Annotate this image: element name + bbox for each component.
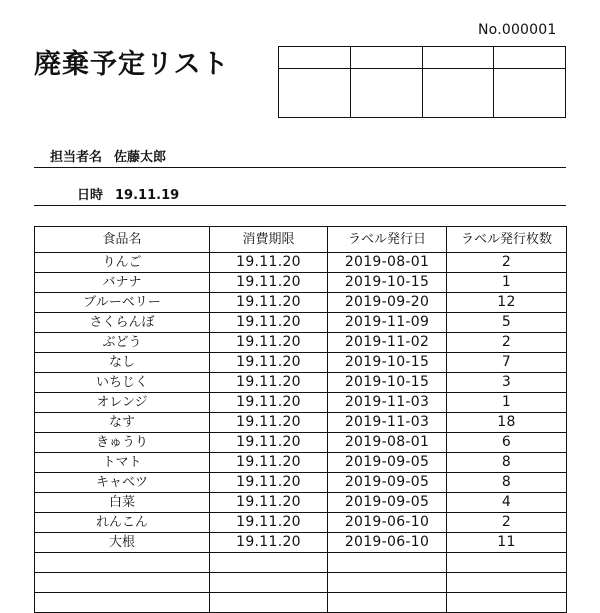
table-row xyxy=(35,313,567,333)
table-row xyxy=(35,393,567,413)
table-row-empty xyxy=(35,573,567,593)
document-number: No.000001 xyxy=(478,22,557,38)
cell-label-count: 2 xyxy=(447,513,567,533)
cell-food-name: キャベツ xyxy=(35,473,210,493)
disposal-list-table xyxy=(34,226,567,613)
cell-food-name: さくらんぼ xyxy=(35,313,210,333)
cell-label-issue-date: 2019-08-01 xyxy=(328,433,447,453)
table-row xyxy=(35,373,567,393)
empty-cell xyxy=(447,573,567,593)
empty-cell xyxy=(210,553,328,573)
cell-label-issue-date: 2019-11-09 xyxy=(328,313,447,333)
cell-label-count: 18 xyxy=(447,413,567,433)
table-row xyxy=(35,433,567,453)
cell-label-count: 5 xyxy=(447,313,567,333)
divider xyxy=(34,205,566,206)
column-header-expiry-date: 消費期限 xyxy=(210,227,328,253)
table-row xyxy=(35,413,567,433)
cell-food-name: ぶどう xyxy=(35,333,210,353)
table-body xyxy=(35,253,567,613)
cell-label-count: 11 xyxy=(447,533,567,553)
cell-expiry-date: 19.11.20 xyxy=(210,313,328,333)
cell-expiry-date: 19.11.20 xyxy=(210,473,328,493)
column-header-food-name: 食品名 xyxy=(35,227,210,253)
cell-label-issue-date: 2019-08-01 xyxy=(328,253,447,273)
cell-food-name: 大根 xyxy=(35,533,210,553)
cell-food-name: いちじく xyxy=(35,373,210,393)
table-header-row xyxy=(35,227,567,253)
cell-label-count: 3 xyxy=(447,373,567,393)
table-row xyxy=(35,533,567,553)
cell-label-issue-date: 2019-09-05 xyxy=(328,473,447,493)
cell-label-count: 8 xyxy=(447,453,567,473)
cell-label-count: 7 xyxy=(447,353,567,373)
cell-label-count: 6 xyxy=(447,433,567,453)
table-row xyxy=(35,353,567,373)
cell-label-issue-date: 2019-06-10 xyxy=(328,533,447,553)
cell-label-issue-date: 2019-11-02 xyxy=(328,333,447,353)
cell-label-issue-date: 2019-09-20 xyxy=(328,293,447,313)
cell-label-count: 2 xyxy=(447,333,567,353)
empty-cell xyxy=(210,573,328,593)
table-row-empty xyxy=(35,593,567,613)
approval-stamp-boxes xyxy=(278,46,566,118)
cell-label-issue-date: 2019-09-05 xyxy=(328,453,447,473)
empty-cell xyxy=(328,553,447,573)
date-value: 19.11.19 xyxy=(115,188,180,203)
cell-expiry-date: 19.11.20 xyxy=(210,353,328,373)
table-row xyxy=(35,453,567,473)
cell-food-name: りんご xyxy=(35,253,210,273)
stamp-box xyxy=(423,47,495,117)
cell-food-name: なし xyxy=(35,353,210,373)
page-title: 廃棄予定リスト xyxy=(34,49,230,80)
cell-expiry-date: 19.11.20 xyxy=(210,453,328,473)
cell-label-count: 8 xyxy=(447,473,567,493)
person-in-charge-field xyxy=(50,146,166,165)
empty-cell xyxy=(328,593,447,613)
empty-cell xyxy=(447,593,567,613)
table-row xyxy=(35,493,567,513)
column-header-label-issue-date: ラベル発行日 xyxy=(328,227,447,253)
cell-label-count: 12 xyxy=(447,293,567,313)
date-label: 日時 xyxy=(77,188,104,203)
cell-expiry-date: 19.11.20 xyxy=(210,493,328,513)
cell-food-name: なす xyxy=(35,413,210,433)
divider xyxy=(34,167,566,168)
cell-expiry-date: 19.11.20 xyxy=(210,413,328,433)
cell-expiry-date: 19.11.20 xyxy=(210,513,328,533)
cell-food-name: れんこん xyxy=(35,513,210,533)
table-row xyxy=(35,333,567,353)
cell-expiry-date: 19.11.20 xyxy=(210,373,328,393)
table-row-empty xyxy=(35,553,567,573)
cell-food-name: オレンジ xyxy=(35,393,210,413)
table-row xyxy=(35,513,567,533)
person-name: 佐藤太郎 xyxy=(114,150,167,165)
table-row xyxy=(35,253,567,273)
column-header-label-count: ラベル発行枚数 xyxy=(447,227,567,253)
stamp-box xyxy=(494,47,565,117)
date-field xyxy=(77,184,179,203)
cell-expiry-date: 19.11.20 xyxy=(210,253,328,273)
stamp-box xyxy=(279,47,351,117)
cell-expiry-date: 19.11.20 xyxy=(210,333,328,353)
cell-food-name: バナナ xyxy=(35,273,210,293)
empty-cell xyxy=(328,573,447,593)
empty-cell xyxy=(35,573,210,593)
cell-expiry-date: 19.11.20 xyxy=(210,433,328,453)
empty-cell xyxy=(35,553,210,573)
cell-label-count: 2 xyxy=(447,253,567,273)
cell-expiry-date: 19.11.20 xyxy=(210,273,328,293)
stamp-box xyxy=(351,47,423,117)
cell-expiry-date: 19.11.20 xyxy=(210,293,328,313)
cell-food-name: ブルーベリー xyxy=(35,293,210,313)
cell-label-issue-date: 2019-10-15 xyxy=(328,273,447,293)
table-row xyxy=(35,273,567,293)
empty-cell xyxy=(35,593,210,613)
person-label: 担当者名 xyxy=(50,150,103,165)
cell-label-issue-date: 2019-06-10 xyxy=(328,513,447,533)
cell-label-count: 4 xyxy=(447,493,567,513)
cell-label-issue-date: 2019-09-05 xyxy=(328,493,447,513)
table-row xyxy=(35,473,567,493)
table-row xyxy=(35,293,567,313)
cell-food-name: 白菜 xyxy=(35,493,210,513)
cell-food-name: トマト xyxy=(35,453,210,473)
cell-expiry-date: 19.11.20 xyxy=(210,393,328,413)
cell-label-count: 1 xyxy=(447,273,567,293)
cell-label-count: 1 xyxy=(447,393,567,413)
cell-label-issue-date: 2019-11-03 xyxy=(328,393,447,413)
cell-label-issue-date: 2019-10-15 xyxy=(328,373,447,393)
cell-expiry-date: 19.11.20 xyxy=(210,533,328,553)
cell-label-issue-date: 2019-11-03 xyxy=(328,413,447,433)
cell-food-name: きゅうり xyxy=(35,433,210,453)
cell-label-issue-date: 2019-10-15 xyxy=(328,353,447,373)
empty-cell xyxy=(210,593,328,613)
empty-cell xyxy=(447,553,567,573)
